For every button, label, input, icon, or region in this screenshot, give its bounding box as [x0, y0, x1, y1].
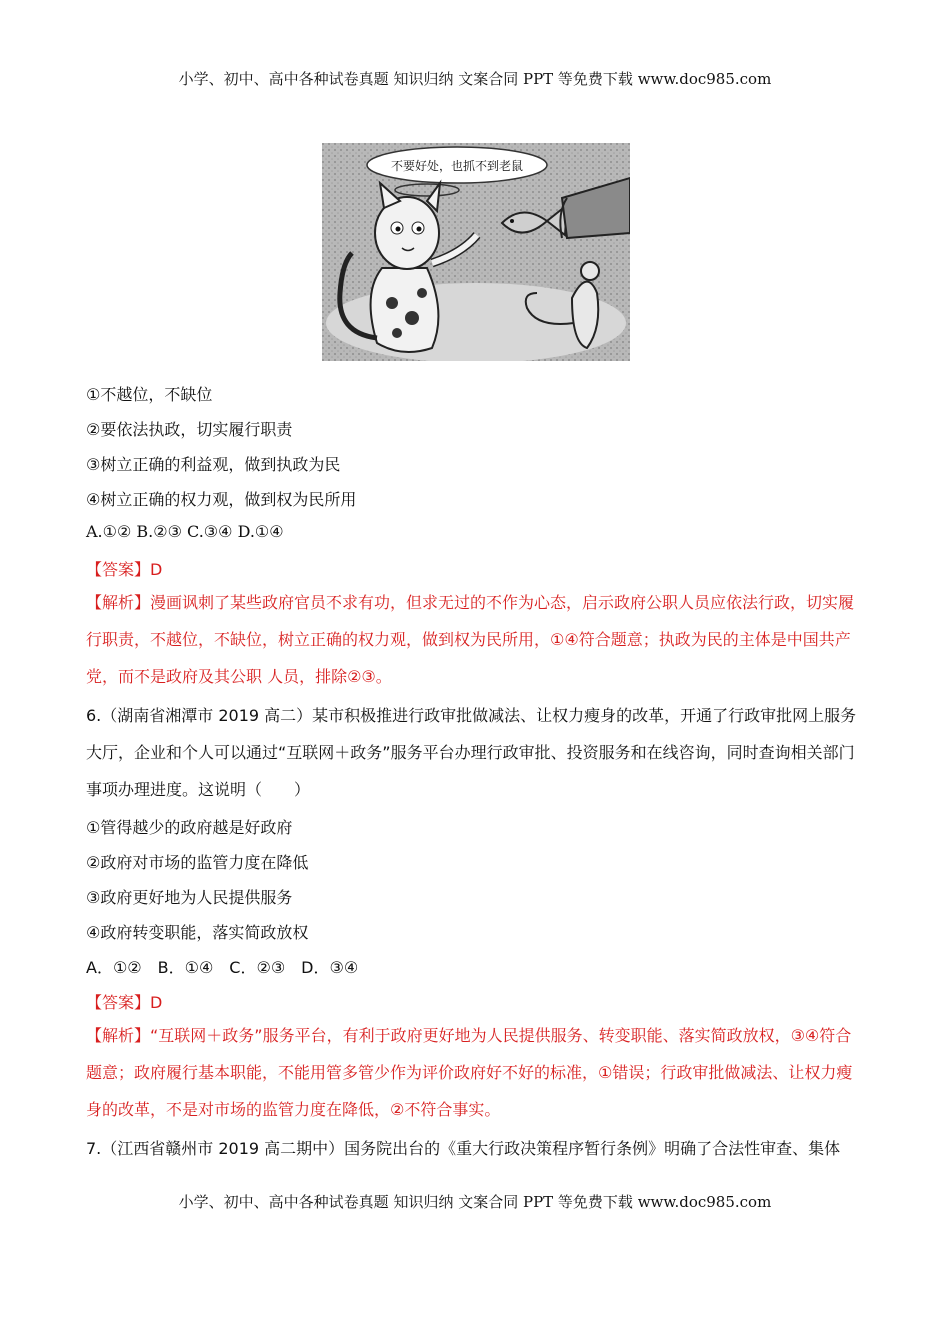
q6-option-3: ③政府更好地为人民提供服务	[86, 888, 293, 907]
cartoon-cat-fish-mouse	[322, 143, 630, 361]
q5-option-2: ②要依法执政，切实履行职责	[86, 420, 293, 439]
q5-analysis: 【解析】漫画讽刺了某些政府官员不求有功，但求无过的不作为心态，启示政府公职人员应依法行政，切实履行职责，不越位，不缺位，树立正确的权力观，做到权为民所用，①④符合题意；执政为民的主体是中国共产党，而不是政府及其公职 人员，排除②③。	[86, 593, 855, 686]
q7-stem: 7.（江西省赣州市 2019 高二期中）国务院出台的《重大行政决策程序暂行条例》明确了合法性审查、集体	[86, 1139, 841, 1158]
q6-option-2: ②政府对市场的监管力度在降低	[86, 853, 309, 872]
q6-answer: 【答案】D	[86, 993, 163, 1012]
page-footer: 小学、初中、高中各种试卷真题 知识归纳 文案合同 PPT 等免费下载 www.doc985.com	[178, 1193, 772, 1211]
q5-answer: 【答案】D	[86, 560, 163, 579]
q6-choices: A．①② B．①④ C．②③ D．③④	[86, 958, 359, 977]
q6-stem: 6.（湖南省湘潭市 2019 高二）某市积极推进行政审批做减法、让权力瘦身的改革，开通了行政审批网上服务大厅，企业和个人可以通过“互联网＋政务”服务平台办理行政审批、投资服务和在线咨询，同时查询相关部门事项办理进度。这说明（ ）	[86, 706, 857, 799]
q5-option-1: ①不越位，不缺位	[86, 385, 213, 404]
q6-option-1: ①管得越少的政府越是好政府	[86, 818, 293, 837]
q6-option-4: ④政府转变职能，落实简政放权	[86, 923, 309, 942]
q5-option-4: ④树立正确的权力观，做到权为民所用	[86, 490, 357, 509]
page-header: 小学、初中、高中各种试卷真题 知识归纳 文案合同 PPT 等免费下载 www.doc985.com	[178, 70, 772, 88]
q5-option-3: ③树立正确的利益观，做到执政为民	[86, 455, 341, 474]
cartoon-speech-text: 不要好处，也抓不到老鼠	[390, 159, 524, 173]
q6-analysis: 【解析】“互联网＋政务”服务平台，有利于政府更好地为人民提供服务、转变职能、落实简政放权，③④符合题意；政府履行基本职能，不能用管多管少作为评价政府好不好的标准，①错误；行政审批做减法、让权力瘦身的改革，不是对市场的监管力度在降低，②不符合事实。	[86, 1026, 853, 1119]
q5-choices: A.①② B.②③ C.③④ D.①④	[86, 522, 284, 541]
